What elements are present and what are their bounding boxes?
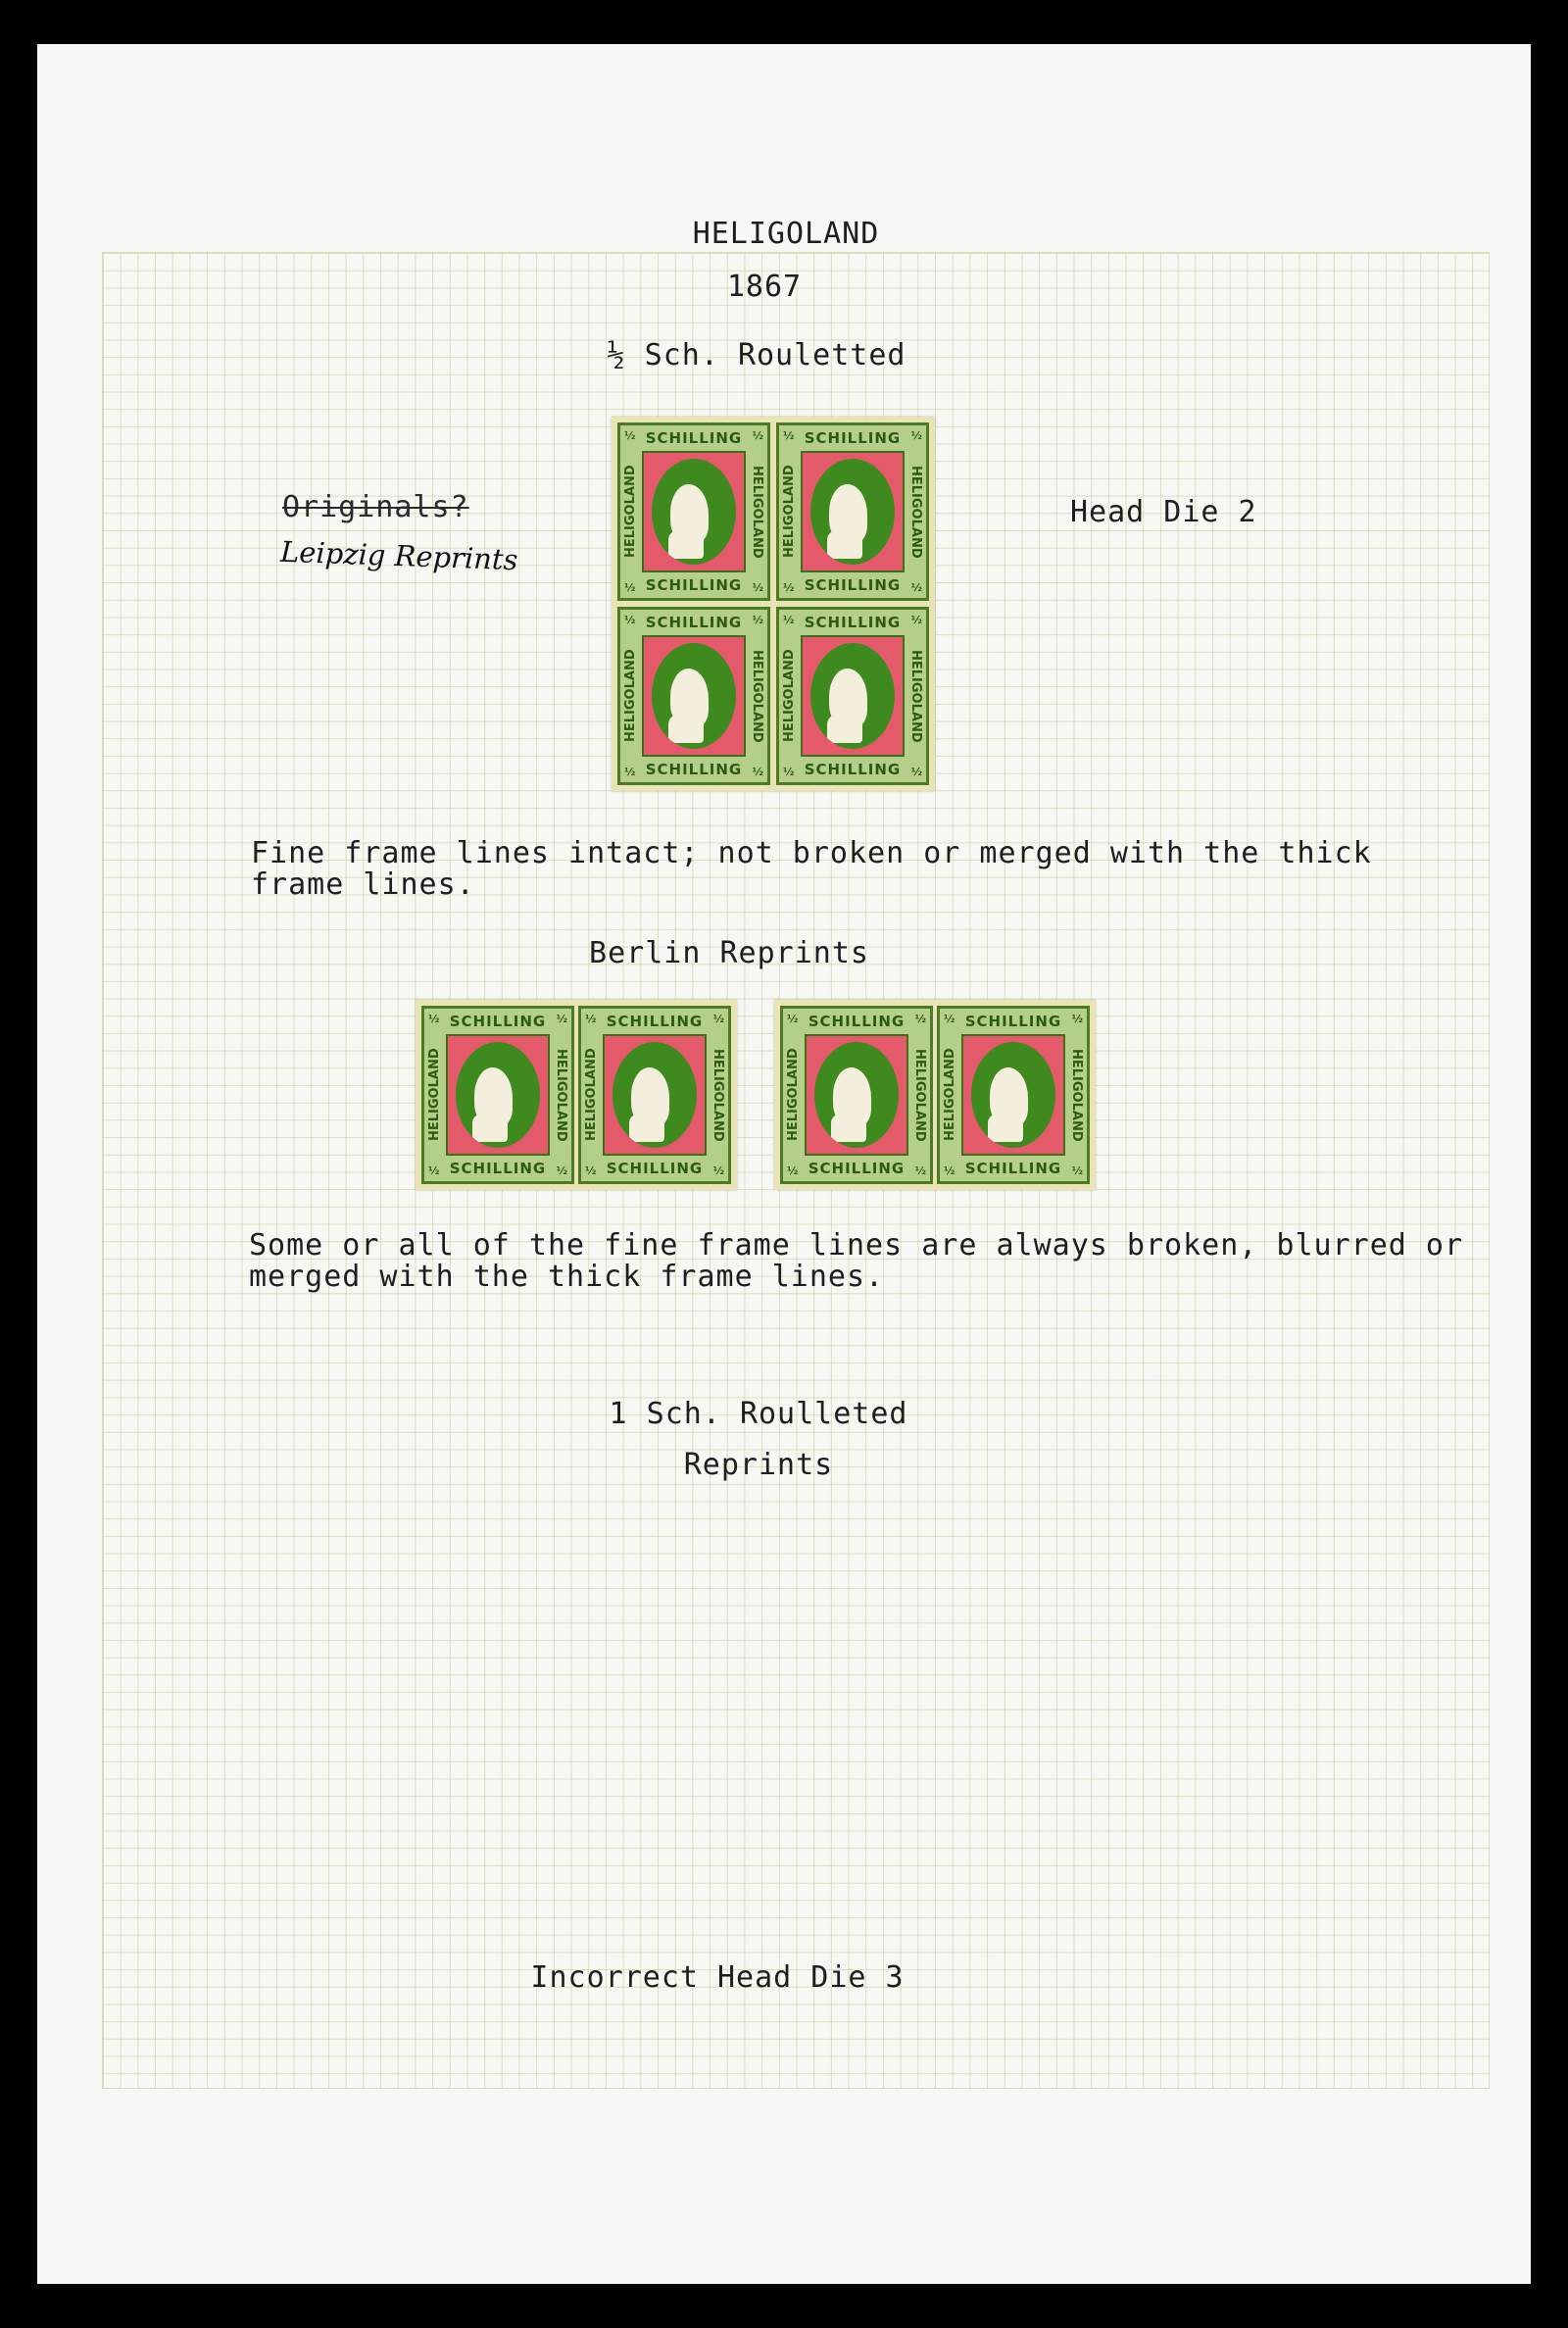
- queen-neck-icon: [827, 530, 862, 558]
- stamp-fraction: ½: [752, 614, 763, 626]
- stamp-fraction: ½: [910, 429, 922, 442]
- stamp-top-label: SCHILLING: [799, 427, 906, 449]
- stamp-bottom-label: SCHILLING: [803, 1158, 910, 1179]
- heligoland-stamp: [937, 1006, 1090, 1184]
- stamp-fraction: ½: [624, 429, 636, 442]
- section2-subheading: Reprints: [683, 1448, 834, 1482]
- stamp-fraction: ½: [428, 1164, 440, 1177]
- heligoland-stamp: [421, 1006, 574, 1184]
- stamp-green-oval: [652, 643, 736, 749]
- stamp-bottom-label: SCHILLING: [959, 1158, 1067, 1179]
- album-page: [37, 44, 1531, 2284]
- stamp-left-label: HELIGOLAND: [584, 1048, 599, 1142]
- handwritten-leipzig-note: Leipzig Reprints: [279, 534, 519, 577]
- queen-neck-icon: [472, 1114, 508, 1141]
- stamp-fraction: ½: [944, 1013, 956, 1025]
- stamp-fraction: ½: [914, 1164, 926, 1177]
- stamp-fraction: ½: [783, 581, 795, 594]
- stamp-fraction: ½: [783, 429, 795, 442]
- stamp-fraction: ½: [556, 1164, 567, 1177]
- stamp-bottom-label: SCHILLING: [444, 1158, 552, 1179]
- stamp-rose-frame: [603, 1034, 707, 1156]
- stamp-right-label: HELIGOLAND: [710, 1048, 725, 1142]
- queen-neck-icon: [668, 715, 704, 742]
- stamp-block-of-four: [612, 417, 935, 791]
- stamp-top-label: SCHILLING: [959, 1011, 1067, 1032]
- stamp-rose-frame: [642, 451, 746, 572]
- stamp-fraction: ½: [914, 1013, 926, 1025]
- stamp-top-label: SCHILLING: [640, 612, 748, 633]
- berlin-reprints-heading: Berlin Reprints: [589, 936, 869, 970]
- stamp-fraction: ½: [752, 429, 763, 442]
- stamp-pair-right: [774, 1000, 1096, 1190]
- section2-heading: 1 Sch. Roulleted: [609, 1397, 908, 1431]
- stamp-right-label: HELIGOLAND: [908, 465, 923, 559]
- stamp-left-label: HELIGOLAND: [943, 1048, 957, 1142]
- queen-neck-icon: [988, 1114, 1023, 1141]
- stamp-green-oval: [971, 1042, 1055, 1148]
- heligoland-stamp: [578, 1006, 731, 1184]
- stamp-pair-left: [416, 1000, 737, 1190]
- incorrect-head-die-label: Incorrect Head Die 3: [530, 1960, 905, 1995]
- stamp-left-label: HELIGOLAND: [427, 1048, 442, 1142]
- year: 1867: [726, 270, 803, 304]
- stamp-right-label: HELIGOLAND: [1069, 1048, 1084, 1142]
- fine-frame-note: Fine frame lines intact; not broken or merged with the thick frame lines.: [251, 836, 1372, 902]
- stamp-top-label: SCHILLING: [640, 427, 748, 449]
- stamp-fraction: ½: [585, 1164, 597, 1177]
- stamp-rose-frame: [801, 635, 905, 757]
- stamp-fraction: ½: [787, 1013, 799, 1025]
- stamp-fraction: ½: [624, 614, 636, 626]
- stamp-green-oval: [652, 459, 736, 565]
- stamp-top-label: SCHILLING: [444, 1011, 552, 1032]
- stamp-fraction: ½: [787, 1164, 799, 1177]
- stamp-rose-frame: [961, 1034, 1065, 1156]
- heligoland-stamp: [617, 422, 770, 601]
- stamp-right-label: HELIGOLAND: [912, 1048, 927, 1142]
- berlin-note: Some or all of the fine frame lines are always broken, blurred or merged with the thick frame lines.: [249, 1228, 1463, 1294]
- page-title: HELIGOLAND: [692, 217, 880, 251]
- stamp-fraction: ½: [944, 1164, 956, 1177]
- stamp-fraction: ½: [910, 581, 922, 594]
- stamp-right-label: HELIGOLAND: [750, 465, 764, 559]
- stamp-fraction: ½: [556, 1013, 567, 1025]
- section1-heading: ½ Sch. Rouletted: [607, 338, 906, 372]
- stamp-left-label: HELIGOLAND: [782, 649, 797, 743]
- queen-neck-icon: [827, 715, 862, 742]
- queen-neck-icon: [629, 1114, 664, 1141]
- stamp-rose-frame: [446, 1034, 550, 1156]
- stamp-left-label: HELIGOLAND: [782, 465, 797, 559]
- stamp-right-label: HELIGOLAND: [750, 649, 764, 743]
- stamp-green-oval: [612, 1042, 697, 1148]
- head-die-label: Head Die 2: [1070, 495, 1257, 529]
- stamp-fraction: ½: [910, 766, 922, 778]
- heligoland-stamp: [780, 1006, 933, 1184]
- stamp-right-label: HELIGOLAND: [554, 1048, 568, 1142]
- heligoland-stamp: [776, 607, 929, 785]
- originals-struck-label: Originals?: [282, 490, 469, 524]
- stamp-left-label: HELIGOLAND: [623, 649, 638, 743]
- stamp-fraction: ½: [624, 581, 636, 594]
- queen-neck-icon: [668, 530, 704, 558]
- stamp-left-label: HELIGOLAND: [786, 1048, 801, 1142]
- stamp-bottom-label: SCHILLING: [601, 1158, 709, 1179]
- stamp-top-label: SCHILLING: [601, 1011, 709, 1032]
- stamp-fraction: ½: [752, 766, 763, 778]
- stamp-bottom-label: SCHILLING: [799, 574, 906, 596]
- stamp-green-oval: [456, 1042, 540, 1148]
- stamp-fraction: ½: [1071, 1164, 1083, 1177]
- stamp-fraction: ½: [783, 766, 795, 778]
- stamp-bottom-label: SCHILLING: [640, 574, 748, 596]
- stamp-bottom-label: SCHILLING: [799, 759, 906, 780]
- stamp-fraction: ½: [910, 614, 922, 626]
- stamp-green-oval: [810, 459, 895, 565]
- stamp-rose-frame: [805, 1034, 908, 1156]
- stamp-fraction: ½: [624, 766, 636, 778]
- stamp-right-label: HELIGOLAND: [908, 649, 923, 743]
- stamp-rose-frame: [801, 451, 905, 572]
- stamp-fraction: ½: [712, 1013, 724, 1025]
- stamp-fraction: ½: [1071, 1013, 1083, 1025]
- heligoland-stamp: [617, 607, 770, 785]
- stamp-left-label: HELIGOLAND: [623, 465, 638, 559]
- stamp-rose-frame: [642, 635, 746, 757]
- queen-neck-icon: [831, 1114, 866, 1141]
- stamp-top-label: SCHILLING: [803, 1011, 910, 1032]
- stamp-green-oval: [810, 643, 895, 749]
- stamp-fraction: ½: [783, 614, 795, 626]
- stamp-fraction: ½: [428, 1013, 440, 1025]
- stamp-top-label: SCHILLING: [799, 612, 906, 633]
- stamp-green-oval: [814, 1042, 899, 1148]
- heligoland-stamp: [776, 422, 929, 601]
- stamp-fraction: ½: [712, 1164, 724, 1177]
- stamp-bottom-label: SCHILLING: [640, 759, 748, 780]
- stamp-fraction: ½: [752, 581, 763, 594]
- stamp-fraction: ½: [585, 1013, 597, 1025]
